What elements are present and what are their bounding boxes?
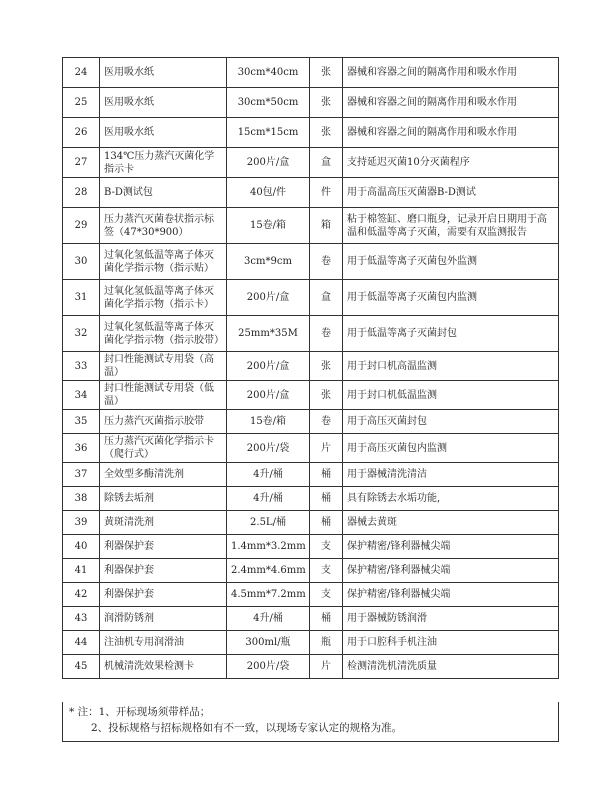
item-unit: 箱 <box>310 208 343 244</box>
item-use: 用于封口机低温监测 <box>343 381 559 410</box>
item-unit: 张 <box>310 88 343 118</box>
row-number: 26 <box>63 118 100 148</box>
table-row <box>63 410 559 434</box>
item-name: 润滑防锈剂 <box>100 607 227 631</box>
item-use: 保护精密/锋利器械尖端 <box>343 559 559 583</box>
table-row <box>63 631 559 655</box>
item-spec: 200片/盒 <box>227 352 310 381</box>
item-use: 用于低温等离子灭菌封包 <box>343 316 559 352</box>
row-number: 31 <box>63 280 100 316</box>
item-name: 全效型多酶清洗剂 <box>100 463 227 487</box>
item-spec: 200片/盒 <box>227 381 310 410</box>
row-number: 39 <box>63 511 100 535</box>
row-number: 41 <box>63 559 100 583</box>
table-row <box>63 352 559 381</box>
item-spec: 3cm*9cm <box>227 244 310 280</box>
item-spec: 1.4mm*3.2mm <box>227 535 310 559</box>
row-number: 28 <box>63 178 100 208</box>
row-number: 38 <box>63 487 100 511</box>
item-unit: 卷 <box>310 410 343 434</box>
row-number: 29 <box>63 208 100 244</box>
item-name: 医用吸水纸 <box>100 118 227 148</box>
item-spec: 30cm*50cm <box>227 88 310 118</box>
item-name: 过氧化氢低温等离子体灭菌化学指示物（指示卡） <box>100 280 227 316</box>
table-row <box>63 280 559 316</box>
table-row <box>63 655 559 679</box>
item-name: 压力蒸汽灭菌化学指示卡（爬行式） <box>100 434 227 463</box>
table-row <box>63 535 559 559</box>
item-name: 134℃压力蒸汽灭菌化学指示卡 <box>100 148 227 178</box>
table-row <box>63 118 559 148</box>
item-use: 用于高压灭菌封包 <box>343 410 559 434</box>
item-spec: 200片/袋 <box>227 434 310 463</box>
item-name: 利器保护套 <box>100 559 227 583</box>
row-number: 25 <box>63 88 100 118</box>
row-number: 33 <box>63 352 100 381</box>
item-unit: 张 <box>310 118 343 148</box>
item-use: 用于口腔科手机注油 <box>343 631 559 655</box>
item-spec: 4升/桶 <box>227 487 310 511</box>
item-spec: 30cm*40cm <box>227 58 310 88</box>
item-use: 用于低温等离子灭菌包外监测 <box>343 244 559 280</box>
item-spec: 300ml/瓶 <box>227 631 310 655</box>
table-row <box>63 58 559 88</box>
item-name: 封口性能测试专用袋（高温） <box>100 352 227 381</box>
item-use: 支持延迟灭菌10分灭菌程序 <box>343 148 559 178</box>
table-row <box>63 607 559 631</box>
item-unit: 张 <box>310 381 343 410</box>
row-number: 27 <box>63 148 100 178</box>
item-name: 压力蒸汽灭菌指示胶带 <box>100 410 227 434</box>
item-spec: 2.5L/桶 <box>227 511 310 535</box>
item-unit: 桶 <box>310 487 343 511</box>
table-row <box>63 88 559 118</box>
item-name: 医用吸水纸 <box>100 58 227 88</box>
item-name: 过氧化氢低温等离子体灭菌化学指示物（指示胶带） <box>100 316 227 352</box>
row-number: 24 <box>63 58 100 88</box>
item-spec: 200片/盒 <box>227 148 310 178</box>
item-spec: 4.5mm*7.2mm <box>227 583 310 607</box>
item-name: 注油机专用润滑油 <box>100 631 227 655</box>
item-use: 器械和容器之间的隔离作用和吸水作用 <box>343 88 559 118</box>
item-unit: 件 <box>310 178 343 208</box>
item-use: 保护精密/锋利器械尖端 <box>343 535 559 559</box>
row-number: 44 <box>63 631 100 655</box>
item-unit: 瓶 <box>310 631 343 655</box>
item-use: 具有除锈去水垢功能, <box>343 487 559 511</box>
item-unit: 盒 <box>310 148 343 178</box>
item-unit: 支 <box>310 559 343 583</box>
item-unit: 桶 <box>310 463 343 487</box>
table-row <box>63 487 559 511</box>
item-spec: 40包/件 <box>227 178 310 208</box>
item-spec: 4升/桶 <box>227 463 310 487</box>
item-unit: 桶 <box>310 607 343 631</box>
item-use: 器械和容器之间的隔离作用和吸水作用 <box>343 118 559 148</box>
item-use: 粘于棉签缸、磨口瓶身，记录开启日期用于高温和低温等离子灭菌，需要有双监测报告 <box>343 208 559 244</box>
row-number: 35 <box>63 410 100 434</box>
row-number: 34 <box>63 381 100 410</box>
item-spec: 4升/桶 <box>227 607 310 631</box>
item-use: 保护精密/锋利器械尖端 <box>343 583 559 607</box>
item-unit: 支 <box>310 583 343 607</box>
table-row <box>63 381 559 410</box>
table-row <box>63 316 559 352</box>
item-spec: 15卷/箱 <box>227 410 310 434</box>
item-spec: 2.4mm*4.6mm <box>227 559 310 583</box>
item-use: 用于封口机高温监测 <box>343 352 559 381</box>
row-number: 43 <box>63 607 100 631</box>
row-number: 40 <box>63 535 100 559</box>
row-number: 45 <box>63 655 100 679</box>
item-name: 黄斑清洗剂 <box>100 511 227 535</box>
item-name: 医用吸水纸 <box>100 88 227 118</box>
item-name: 除锈去垢剂 <box>100 487 227 511</box>
item-unit: 支 <box>310 535 343 559</box>
item-unit: 盒 <box>310 280 343 316</box>
item-use: 器械和容器之间的隔离作用和吸水作用 <box>343 58 559 88</box>
table-row <box>63 583 559 607</box>
row-number: 37 <box>63 463 100 487</box>
item-name: 封口性能测试专用袋（低温） <box>100 381 227 410</box>
item-name: 利器保护套 <box>100 535 227 559</box>
table-row <box>63 148 559 178</box>
table-row <box>63 463 559 487</box>
item-name: 压力蒸汽灭菌卷状指示标签（47*30*900） <box>100 208 227 244</box>
item-use: 用于器械防锈润滑 <box>343 607 559 631</box>
item-use: 用于器械清洗清洁 <box>343 463 559 487</box>
item-use: 用于高温高压灭菌器B-D测试 <box>343 178 559 208</box>
note-line-2: 2、投标规格与招标规格如有不一致，以现场专家认定的规格为准。 <box>91 722 403 734</box>
table-row <box>63 208 559 244</box>
item-spec: 200片/盒 <box>227 280 310 316</box>
item-use: 用于高压灭菌包内监测 <box>343 434 559 463</box>
item-unit: 片 <box>310 655 343 679</box>
table-row <box>63 178 559 208</box>
item-unit: 卷 <box>310 244 343 280</box>
table-row <box>63 244 559 280</box>
table-row <box>63 511 559 535</box>
item-name: 过氧化氢低温等离子体灭菌化学指示物（指示贴） <box>100 244 227 280</box>
item-unit: 桶 <box>310 511 343 535</box>
table-row <box>63 559 559 583</box>
item-spec: 200片/袋 <box>227 655 310 679</box>
item-spec: 15卷/箱 <box>227 208 310 244</box>
item-name: 机械清洗效果检测卡 <box>100 655 227 679</box>
item-unit: 片 <box>310 434 343 463</box>
item-unit: 张 <box>310 352 343 381</box>
row-number: 36 <box>63 434 100 463</box>
item-unit: 卷 <box>310 316 343 352</box>
row-number: 32 <box>63 316 100 352</box>
item-use: 检测清洗机清洗质量 <box>343 655 559 679</box>
item-spec: 25mm*35M <box>227 316 310 352</box>
table-row <box>63 434 559 463</box>
notes-box <box>62 702 559 742</box>
item-unit: 张 <box>310 58 343 88</box>
item-use: 器械去黄斑 <box>343 511 559 535</box>
note-line-1: * 注：1、开标现场须带样品； <box>69 706 211 718</box>
item-name: B-D测试包 <box>100 178 227 208</box>
row-number: 30 <box>63 244 100 280</box>
row-number: 42 <box>63 583 100 607</box>
item-use: 用于低温等离子灭菌包内监测 <box>343 280 559 316</box>
item-name: 利器保护套 <box>100 583 227 607</box>
item-spec: 15cm*15cm <box>227 118 310 148</box>
consumables-table <box>62 57 559 679</box>
